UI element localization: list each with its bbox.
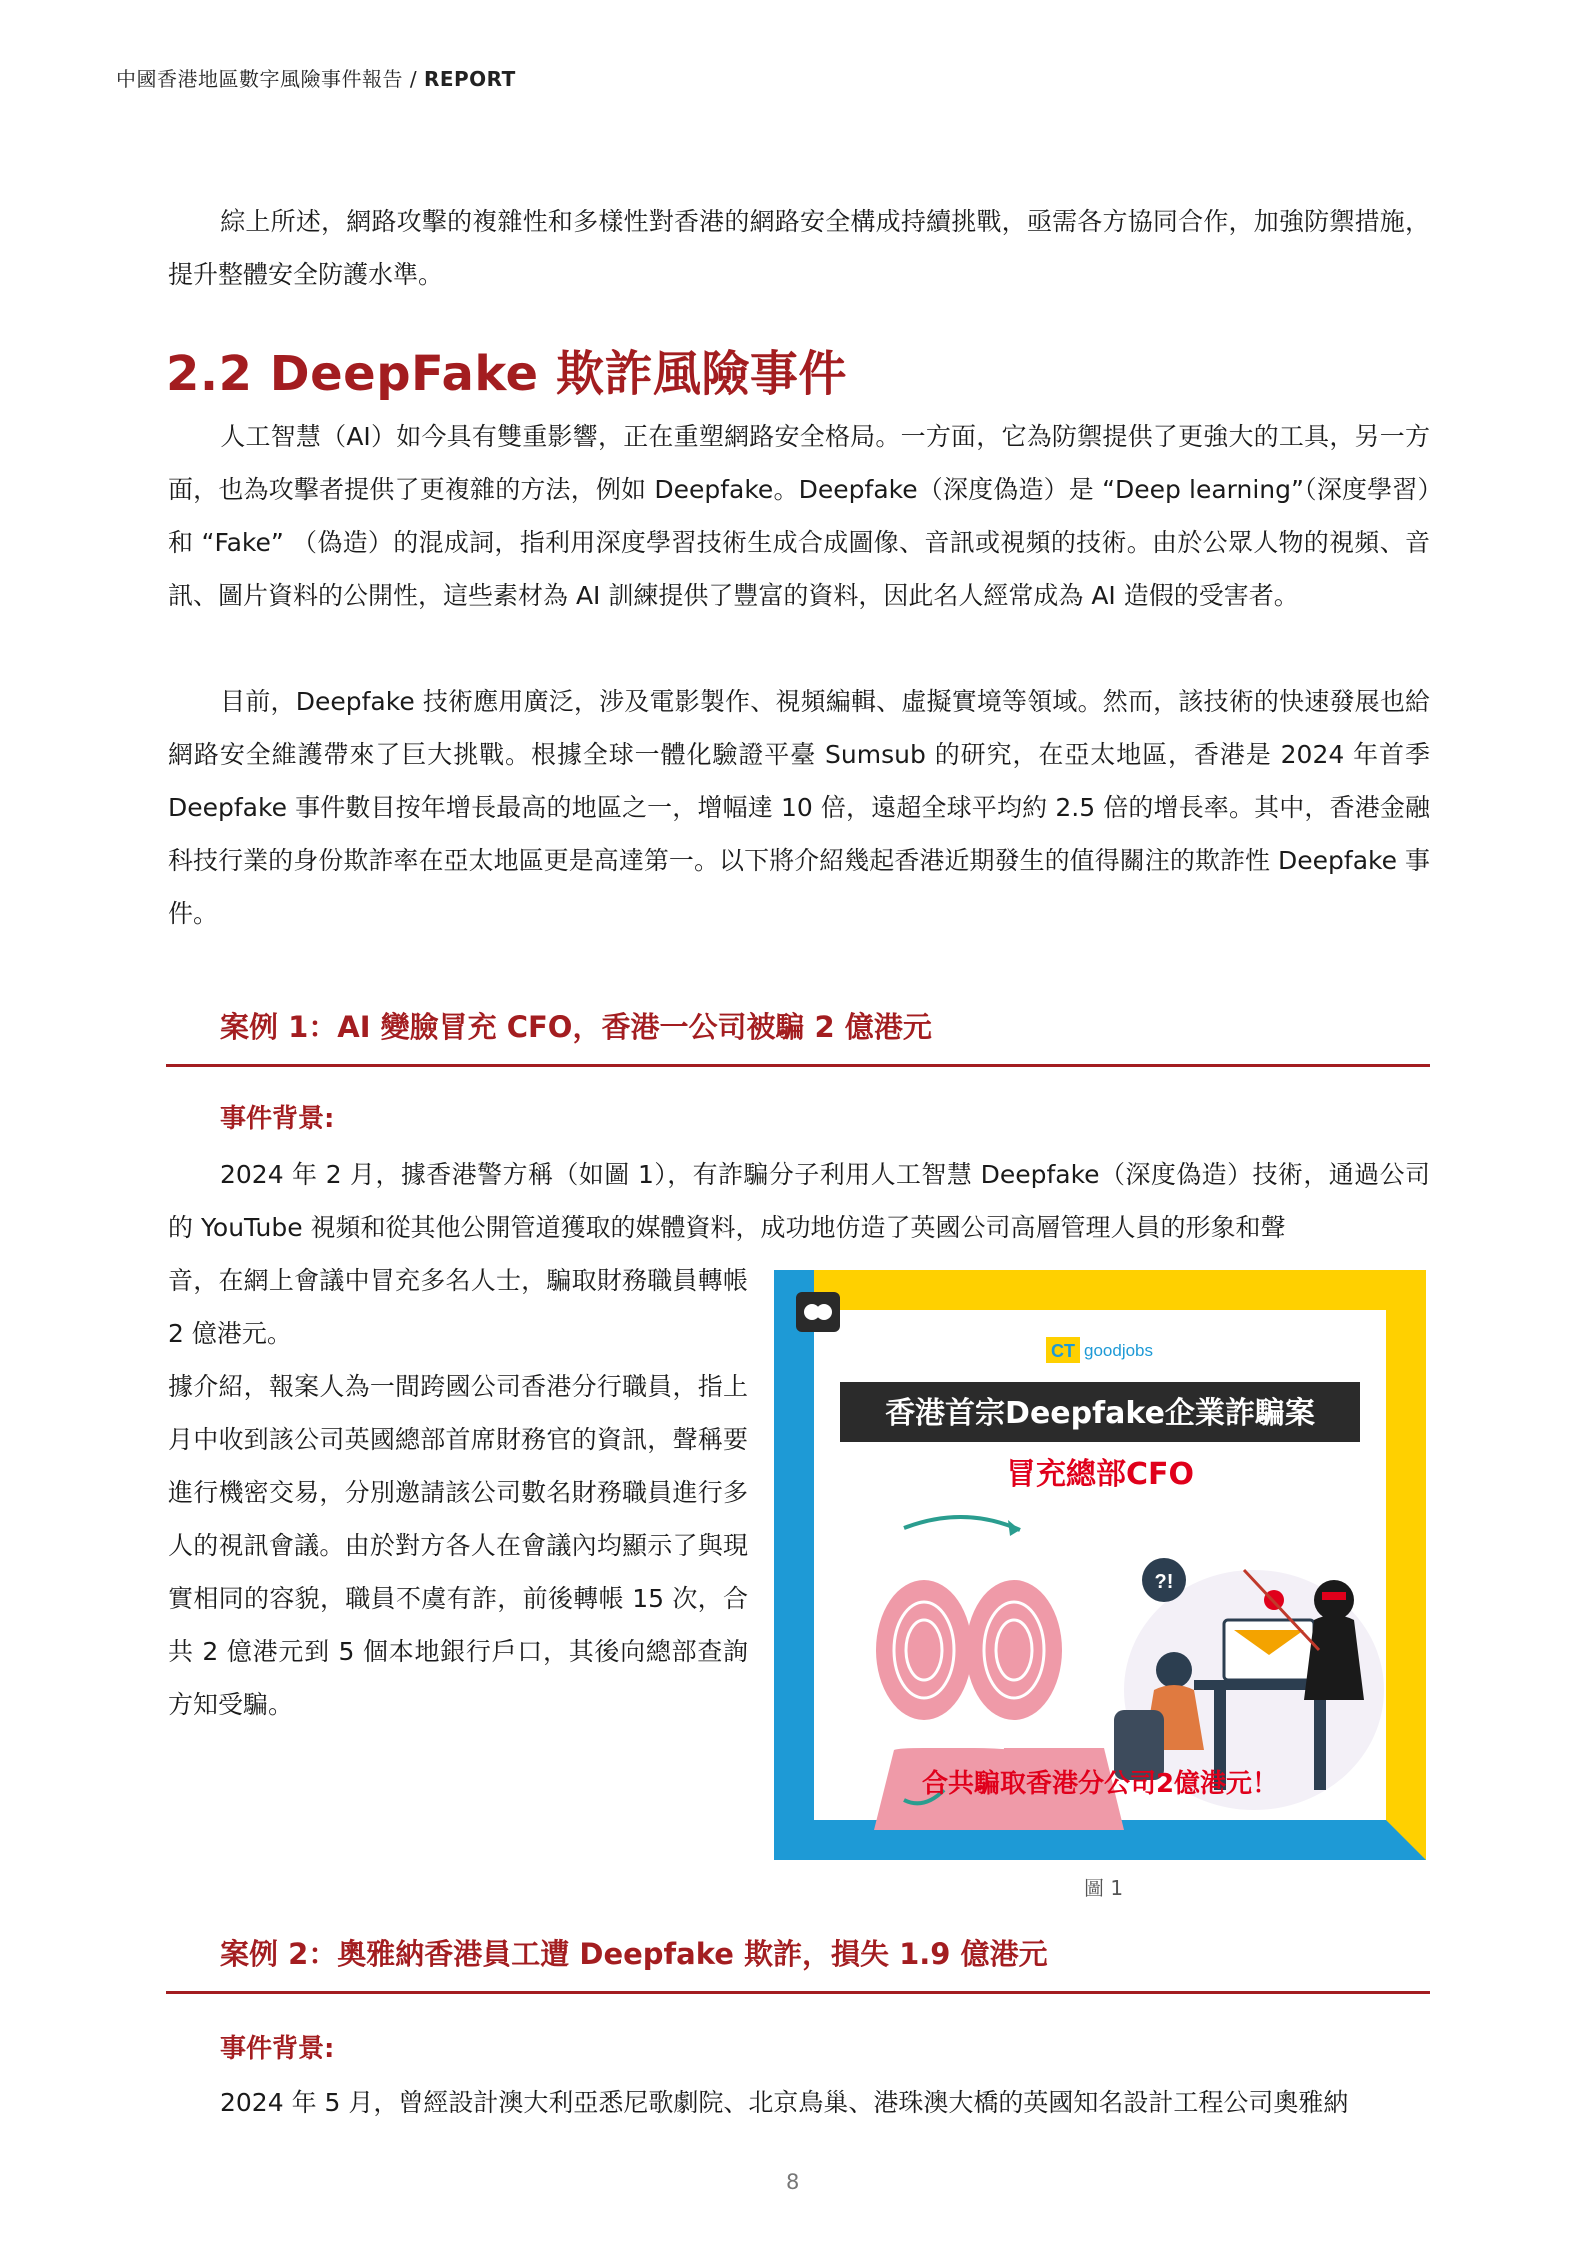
- case2-paragraph: 2024 年 5 月，曾經設計澳大利亞悉尼歌劇院、北京鳥巢、港珠澳大橋的英國知名設計工程公司奧雅納: [220, 2088, 1349, 2117]
- figure-1-caption: 圖 1: [1084, 1876, 1124, 1900]
- brand-name: goodjobs: [1084, 1341, 1154, 1360]
- header-report: REPORT: [423, 67, 516, 91]
- case1-detail-paragraph: 據介紹，報案人為一間跨國公司香港分行職員，指上月中收到該公司英國總部首席財務官的資訊，聲稱要進行機密交易，分別邀請該公司數名財務職員進行多人的視訊會議。由於對方各人在會議內均顯示了與現實相同的容貌，職員不虞有詐，前後轉帳 15 次，合共 2 億港元到 5 個本地銀行戶口，其後向總部查詢方知受騙。: [168, 1372, 748, 1719]
- case1-paragraph-continued: 音，在網上會議中冒充多名人士，騙取財務職員轉帳 2 億港元。: [168, 1266, 748, 1348]
- case2-divider: [166, 1991, 1430, 1994]
- case2-background-label: 事件背景:: [220, 2034, 335, 2064]
- case1-background-label: 事件背景:: [220, 1104, 335, 1134]
- figure-headline: 香港首宗Deepfake企業詐騙案: [885, 1396, 1315, 1431]
- section-paragraph-2: 目前，Deepfake 技術應用廣泛，涉及電影製作、視頻編輯、虛擬實境等領域。然而，該技術的快速發展也給網路安全維護帶來了巨大挑戰。根據全球一體化驗證平臺 Sumsub 的研究，在亞太地區，香港是 2024 年首季 Deepfake 事件數目按年增長最高的地區之一，增幅達 10 倍，遠超全球平均約 2.5 倍的增長率。其中，香港金融科技行業的身份欺詐率在亞太地區更是高達第一。以下將介紹幾起香港近期發生的值得關注的欺詐性 Deepfake 事件。: [168, 687, 1430, 928]
- brand-ct: CT: [1051, 1341, 1075, 1361]
- section-paragraph-1: 人工智慧（AI）如今具有雙重影響，正在重塑網路安全格局。一方面，它為防禦提供了更強大的工具，另一方面，也為攻擊者提供了更複雜的方法，例如 Deepfake。Deepfake（深度偽造）是 “Deep learning”（深度學習）和 “Fake” （偽造）的混成詞，指利用深度學習技術生成合成圖像、音訊或視頻的技術。由於公眾人物的視頻、音訊、圖片資料的公開性，這些素材為 AI 訓練提供了豐富的資料，因此名人經常成為 AI 造假的受害者。: [168, 422, 1430, 610]
- running-header: [116, 63, 516, 92]
- header-title: 中國香港地區數字風險事件報告 /: [116, 67, 424, 91]
- intro-paragraph: 綜上所述，網路攻擊的複雜性和多樣性對香港的網路安全構成持續挑戰，亟需各方協同合作，加強防禦措施，提升整體安全防護水準。: [168, 207, 1430, 289]
- figure-footer: 合共騙取香港分公司2億港元！: [921, 1769, 1279, 1799]
- case1-paragraph: 2024 年 2 月，據香港警方稱（如圖 1），有詐騙分子利用人工智慧 Deepfake（深度偽造）技術，通過公司的 YouTube 視頻和從其他公開管道獲取的媒體資料，成功地仿造了英國公司高層管理人員的形象和聲: [168, 1160, 1430, 1242]
- svg-text:?!: ?!: [1154, 1571, 1174, 1593]
- page-number: 8: [786, 2170, 800, 2194]
- section-title: 2.2 DeepFake 欺詐風險事件: [166, 346, 847, 402]
- figure-1-illustration: [774, 1270, 1426, 1860]
- case2-title: 案例 2：奧雅納香港員工遭 Deepfake 欺詐，損失 1.9 億港元: [220, 1937, 1048, 1971]
- figure-subheadline: 冒充總部CFO: [1005, 1457, 1195, 1492]
- case1-divider: [166, 1064, 1430, 1067]
- case1-title: 案例 1：AI 變臉冒充 CFO，香港一公司被騙 2 億港元: [220, 1010, 932, 1044]
